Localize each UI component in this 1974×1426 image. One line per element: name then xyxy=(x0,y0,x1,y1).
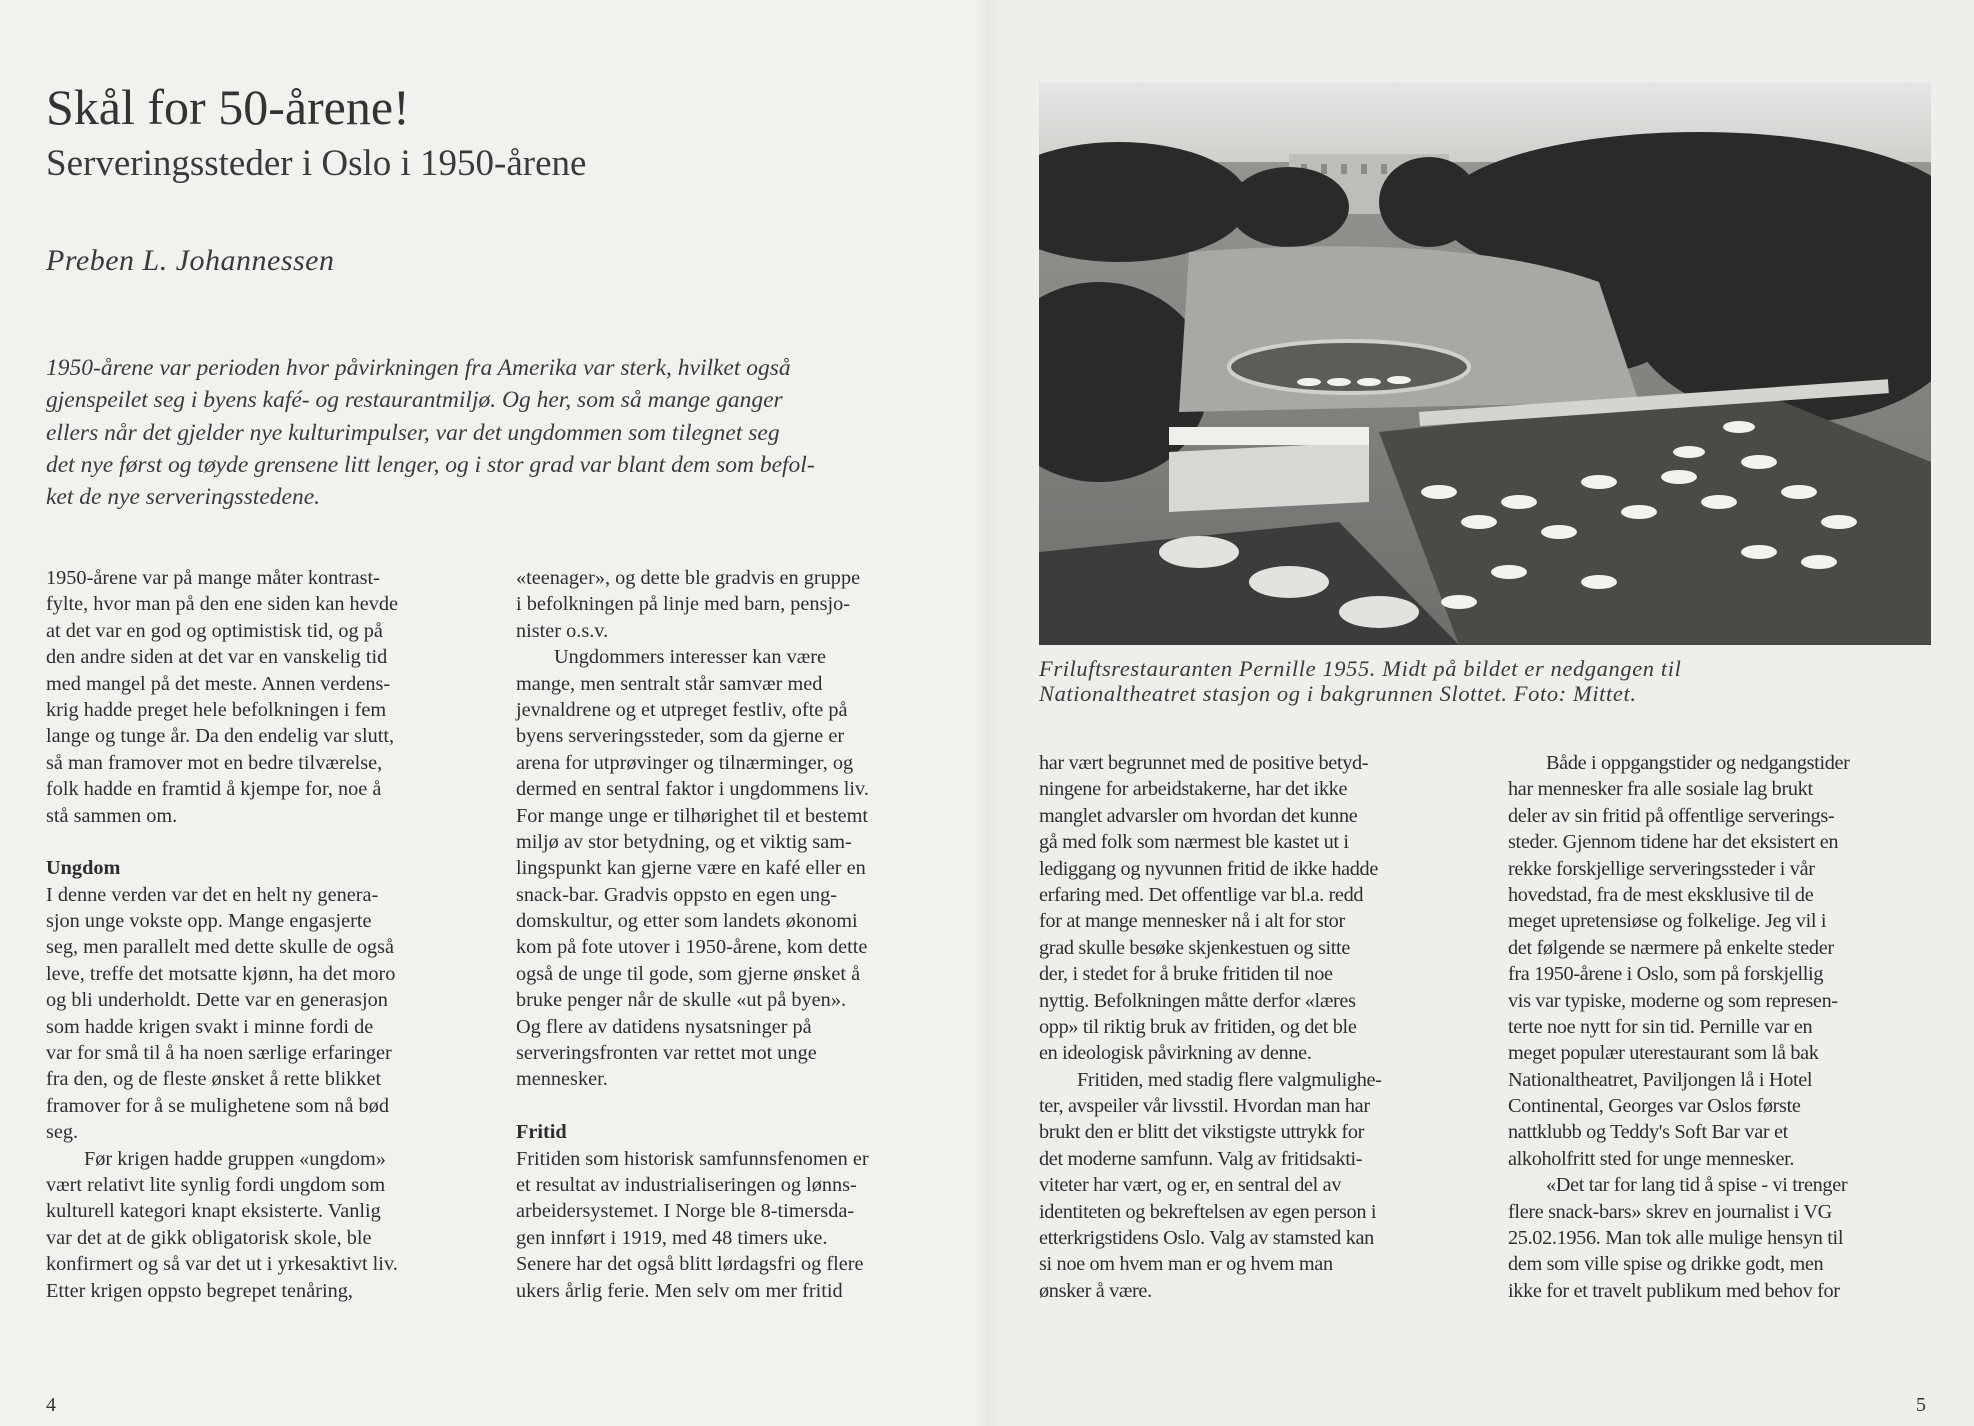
body-text-line: nattklubb og Teddy's Soft Bar var et xyxy=(1508,1121,1788,1144)
body-text-line: Nationaltheatret, Paviljongen lå i Hotel xyxy=(1508,1068,1813,1091)
body-text-line: viteter har vært, og er, en sentral del av xyxy=(1039,1174,1342,1197)
page-number-right: 5 xyxy=(1916,1394,1926,1416)
body-text-line: fra 1950-årene i Oslo, som på forskjellig xyxy=(1508,963,1824,986)
body-text-line: kom på fote utover i 1950-årene, kom dette xyxy=(516,936,868,959)
body-text-line: Fritiden som historisk samfunnsfenomen er xyxy=(516,1147,869,1170)
body-text-line: 25.02.1956. Man tok alle mulige hensyn til xyxy=(1508,1227,1844,1250)
body-text-line: dermed en sentral faktor i ungdommens liv. xyxy=(516,778,869,801)
page-gutter xyxy=(975,0,999,1426)
lead-line: 1950-årene var perioden hvor påvirkningen fra Amerika var sterk, hvilket også xyxy=(46,355,791,381)
body-text-line: vis var typiske, moderne og som represen- xyxy=(1508,989,1838,1012)
body-text-line: ikke for et travelt publikum med behov for xyxy=(1508,1279,1840,1302)
body-text-line: Continental, Georges var Oslos første xyxy=(1508,1095,1801,1118)
body-text-line: stå sammen om. xyxy=(46,804,178,827)
body-text-line: «Det tar for lang tid å spise - vi trenger xyxy=(1546,1174,1848,1197)
body-text-line: ningene for arbeidstakerne, har det ikke xyxy=(1039,778,1348,801)
lead-line: ellers når det gjelder nye kulturimpulser, var det ungdommen som tilegnet seg xyxy=(46,419,780,446)
body-text-line: mennesker. xyxy=(516,1068,608,1091)
body-text-line: terte noe nytt for sin tid. Pernille var en xyxy=(1508,1015,1813,1038)
body-text-line: Etter krigen oppsto begrepet tenåring, xyxy=(46,1279,353,1302)
body-text-line: Senere har det også blitt lørdagsfri og flere xyxy=(516,1253,864,1276)
body-text-line: også de unge til gode, som gjerne ønsket å xyxy=(516,962,861,985)
body-text-line: fra den, og de fleste ønsket å rette blikket xyxy=(46,1068,382,1091)
page-number-left: 4 xyxy=(46,1394,56,1416)
body-text-line: et resultat av industrialiseringen og lønns- xyxy=(516,1173,857,1196)
body-text-line: framover for å se mulighetene som nå bød xyxy=(46,1094,389,1117)
body-text-line: med mangel på det meste. Annen verdens- xyxy=(46,672,391,695)
body-text-line: 1950-årene var på mange måter kontrast- xyxy=(46,567,380,589)
body-text-line: kulturell kategori knapt eksisterte. Vanlig xyxy=(46,1200,381,1223)
body-text-line: grad skulle besøke skjenkestuen og sitte xyxy=(1039,936,1350,959)
body-text-line: og bli underholdt. Dette var en generasjon xyxy=(46,989,388,1012)
body-text-line: hovedstad, fra de mest eksklusive til de xyxy=(1508,883,1814,906)
body-text-line: seg, men parallelt med dette skulle de også xyxy=(46,936,395,959)
body-text-line: fylte, hvor man på den ene siden kan hevde xyxy=(46,593,398,616)
body-text-line: krig hadde preget hele befolkningen i fem xyxy=(46,698,387,721)
body-text-line: folk hadde en framtid å kjempe for, noe å xyxy=(46,778,382,801)
body-text-line: miljø av stor betydning, og et viktig sam- xyxy=(516,830,852,853)
lead-line: ket de nye serveringsstedene. xyxy=(46,484,321,511)
body-text-line: dem som ville spise og drikke godt, men xyxy=(1508,1253,1824,1276)
historic-photo-pernille xyxy=(1039,82,1931,645)
body-text-line: jevnaldrene og et utpreget festliv, ofte på xyxy=(516,698,848,721)
body-text-line: i befolkningen på linje med barn, pensjo- xyxy=(516,593,850,616)
body-text-line: som hadde krigen svakt i minne fordi de xyxy=(46,1015,374,1038)
body-text-line: bruke penger når de skulle «ut på byen». xyxy=(516,989,847,1012)
body-text-line: I denne verden var det en helt ny genera- xyxy=(46,883,379,906)
body-text-line: det følgende se nærmere på enkelte steder xyxy=(1508,936,1834,959)
body-text-line: Og flere av datidens nysatsninger på xyxy=(516,1015,812,1038)
body-text-line: arbeidersystemet. I Norge ble 8-timersda- xyxy=(516,1200,855,1223)
body-text-line: serveringsfronten var rettet mot unge xyxy=(516,1042,817,1065)
body-text-line: mange, men sentralt står samvær med xyxy=(516,672,823,695)
body-text-line xyxy=(516,1093,946,1119)
lead-paragraph xyxy=(46,352,946,513)
body-text-line: rekke forskjellige serveringssteder i vår xyxy=(1508,857,1815,880)
body-text-line: har vært begrunnet med de positive betyd- xyxy=(1039,752,1369,774)
body-text-line: lingspunkt kan gjerne være en kafé eller en xyxy=(516,857,866,880)
lead-line: det nye først og tøyde grensene litt lenger, og i stor grad var blant dem som befol- xyxy=(46,451,815,478)
body-text-line: Fritiden, med stadig flere valgmulighe- xyxy=(1077,1068,1382,1091)
body-column-1 xyxy=(46,565,476,1304)
body-text-line: opp» til riktig bruk av fritiden, og det ble xyxy=(1039,1015,1357,1038)
body-text-line: domskultur, og etter som landets økonomi xyxy=(516,910,858,933)
caption-line: Nationaltheatret stasjon og i bakgrunnen Slottet. Foto: Mittet. xyxy=(1039,681,1637,706)
body-text-line: så man framover mot en bedre tilværelse, xyxy=(46,751,383,774)
body-text-line: nister o.s.v. xyxy=(516,619,609,642)
body-text-line: var for små til å ha noen særlige erfaringer xyxy=(46,1042,392,1065)
body-text-line: meget populær uterestaurant som lå bak xyxy=(1508,1042,1819,1065)
body-text-line: ter, avspeiler vår livsstil. Hvordan man har xyxy=(1039,1095,1370,1118)
body-text-line: for at mange mennesker nå i alt for stor xyxy=(1039,910,1345,933)
body-text-line: si noe om hvem man er og hvem man xyxy=(1039,1253,1333,1276)
body-text-line: «teenager», og dette ble gradvis en gruppe xyxy=(516,567,861,589)
body-text-line: deler av sin fritid på offentlige serverings- xyxy=(1508,804,1835,827)
body-text-line: brukt den er blitt det vikstigste uttrykk for xyxy=(1039,1121,1365,1144)
caption-line: Friluftsrestauranten Pernille 1955. Midt på bildet er nedgangen til xyxy=(1039,656,1682,681)
body-text-line: ønsker å være. xyxy=(1039,1279,1152,1302)
body-text-line: steder. Gjennom tidene har det eksistert en xyxy=(1508,831,1839,854)
article-title: Skål for 50-årene! xyxy=(46,79,410,135)
body-text-line: Før krigen hadde gruppen «ungdom» xyxy=(84,1147,386,1170)
body-text-line: var det at de gikk obligatorisk skole, ble xyxy=(46,1226,372,1249)
body-column-4 xyxy=(1508,750,1938,1304)
photo-illustration xyxy=(1039,82,1931,645)
body-text-line: alkoholfritt sted for unge mennesker. xyxy=(1508,1147,1795,1170)
body-text-line: identiteten og bekreftelsen av egen person i xyxy=(1039,1200,1377,1223)
body-column-3 xyxy=(1039,750,1469,1304)
body-column-2 xyxy=(516,565,946,1304)
body-text-line: meget upretensiøse og folkelige. Jeg vil i xyxy=(1508,910,1827,933)
body-text-line: For mange unge er tilhørighet til et bestemt xyxy=(516,804,869,827)
body-text-line: ukers årlig ferie. Men selv om mer fritid xyxy=(516,1279,843,1302)
body-text-line: den andre siden at det var en vanskelig tid xyxy=(46,646,388,669)
body-text-line: nyttig. Befolkningen måtte derfor «læres xyxy=(1039,989,1356,1012)
body-text-line: lange og tunge år. Da den endelig var slutt, xyxy=(46,725,395,748)
body-text-line: gå med folk som nærmest ble kastet ut i xyxy=(1039,831,1349,854)
body-text-line: seg. xyxy=(46,1121,79,1144)
author-byline: Preben L. Johannessen xyxy=(46,244,335,277)
body-text-line: at det var en god og optimistisk tid, og på xyxy=(46,619,383,642)
body-text-line: en ideologisk påvirkning av denne. xyxy=(1039,1042,1312,1065)
body-text-line: snack-bar. Gradvis oppsto en egen ung- xyxy=(516,883,838,906)
body-text-line: har mennesker fra alle sosiale lag brukt xyxy=(1508,778,1813,801)
body-text-line: Ungdommers interesser kan være xyxy=(554,646,827,669)
body-text-line xyxy=(46,829,476,855)
lead-line: gjenspeilet seg i byens kafé- og restaurantmiljø. Og her, som så mange ganger xyxy=(46,387,783,414)
photo-caption xyxy=(1039,656,1681,706)
body-text-line: flere snack-bars» skrev en journalist i VG xyxy=(1508,1200,1832,1223)
section-heading: Ungdom xyxy=(46,857,121,880)
body-text-line: arena for utprøvinger og tilnærminger, og xyxy=(516,751,854,774)
section-heading: Fritid xyxy=(516,1121,567,1144)
body-text-line: det moderne samfunn. Valg av fritidsakti- xyxy=(1039,1147,1363,1170)
body-text-line: byens serveringssteder, som da gjerne er xyxy=(516,725,845,748)
body-text-line: der, i stedet for å bruke fritiden til noe xyxy=(1039,963,1333,986)
article-subtitle: Serveringssteder i Oslo i 1950-årene xyxy=(46,143,587,184)
body-text-line: konfirmert og så var det ut i yrkesaktivt liv. xyxy=(46,1253,398,1276)
body-text-line: manglet advarsler om hvordan det kunne xyxy=(1039,804,1358,827)
body-text-line: sjon unge vokste opp. Mange engasjerte xyxy=(46,910,372,933)
body-text-line: vært relativt lite synlig fordi ungdom som xyxy=(46,1173,386,1196)
body-text-line: etterkrigstidens Oslo. Valg av stamsted kan xyxy=(1039,1227,1374,1250)
body-text-line: leve, treffe det motsatte kjønn, ha det moro xyxy=(46,962,396,985)
body-text-line: Både i oppgangstider og nedgangstider xyxy=(1546,752,1850,774)
body-text-line: gen innført i 1919, med 48 timers uke. xyxy=(516,1226,828,1249)
body-text-line: lediggang og nyvunnen fritid de ikke hadde xyxy=(1039,857,1379,880)
body-text-line: erfaring med. Det offentlige var bl.a. redd xyxy=(1039,883,1364,906)
